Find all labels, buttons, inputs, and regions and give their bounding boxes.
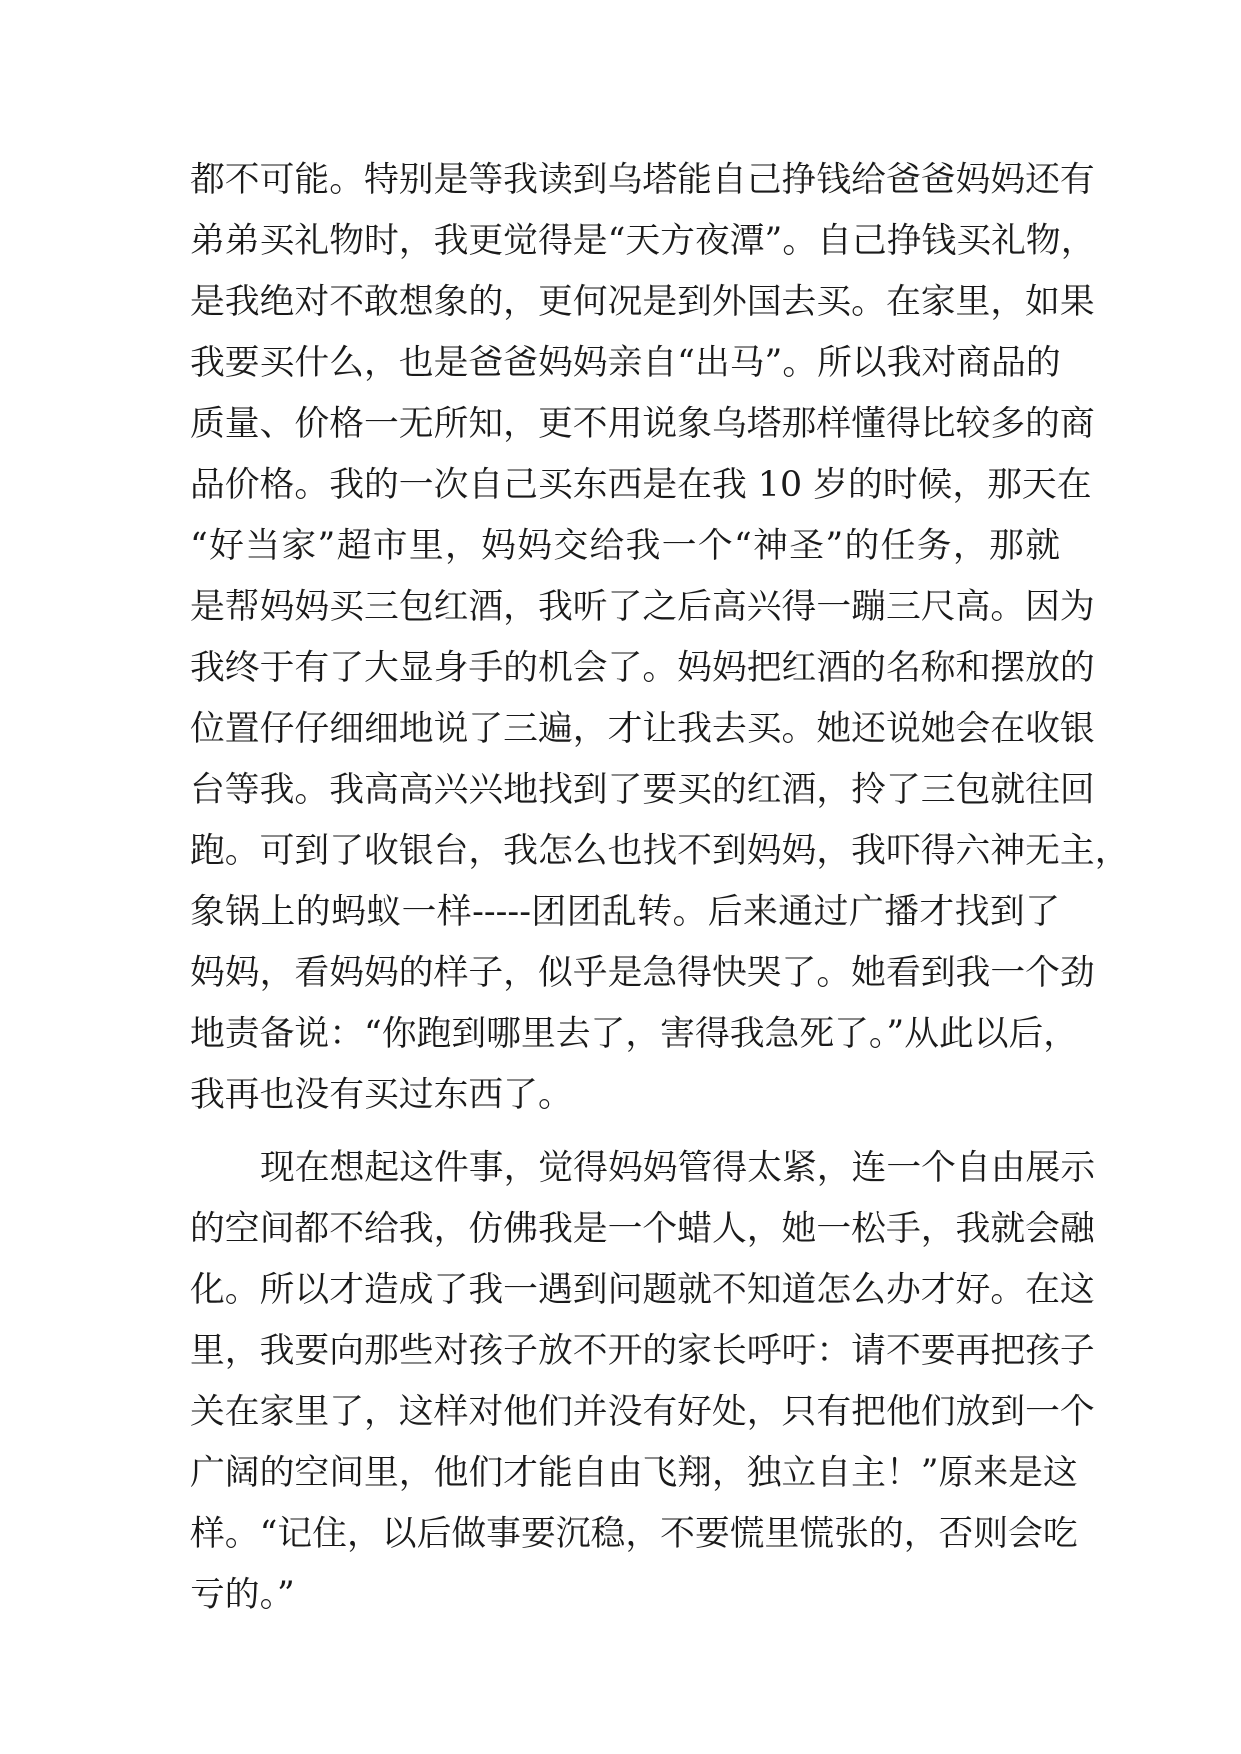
text-line: 广阔的空间里，他们才能自由飞翔，独立自主！”原来是这 [190, 1453, 1078, 1493]
text-line: 象锅上的蚂蚁一样-----团团乱转。后来通过广播才找到了 [190, 892, 1060, 932]
text-line: 的空间都不给我，仿佛我是一个蜡人，她一松手，我就会融 [190, 1209, 1095, 1249]
text-line: 是我绝对不敢想象的，更何况是到外国去买。在家里，如果 [190, 282, 1095, 322]
text-line: 现在想起这件事，觉得妈妈管得太紧，连一个自由展示 [260, 1148, 1096, 1188]
text-line: 位置仔仔细细地说了三遍，才让我去买。她还说她会在收银 [190, 709, 1095, 749]
text-line: 品价格。我的一次自己买东西是在我 10 岁的时候，那天在 [190, 465, 1092, 505]
text-line: 都不可能。特别是等我读到乌塔能自己挣钱给爸爸妈妈还有 [190, 160, 1095, 200]
text-line: 我要买什么，也是爸爸妈妈亲自“出马”。所以我对商品的 [190, 343, 1061, 383]
text-line: 关在家里了，这样对他们并没有好处，只有把他们放到一个 [190, 1392, 1095, 1432]
text-line: 样。“记住，以后做事要沉稳，不要慌里慌张的，否则会吃 [190, 1514, 1078, 1554]
paragraph-1 [190, 150, 1130, 1126]
text-line: 妈妈，看妈妈的样子，似乎是急得快哭了。她看到我一个劲 [190, 953, 1095, 993]
text-line: 里，我要向那些对孩子放不开的家长呼吁：请不要再把孩子 [190, 1331, 1095, 1371]
document-body [190, 150, 1130, 1626]
text-line: 化。所以才造成了我一遇到问题就不知道怎么办才好。在这 [190, 1270, 1095, 1310]
paragraph-gap [190, 1126, 1060, 1138]
paragraph-2 [190, 1138, 1096, 1626]
text-line: “好当家”超市里，妈妈交给我一个“神圣”的任务，那就 [190, 526, 1060, 566]
text-line: 台等我。我高高兴兴地找到了要买的红酒，拎了三包就往回 [190, 770, 1095, 810]
text-line: 我终于有了大显身手的机会了。妈妈把红酒的名称和摆放的 [190, 648, 1095, 688]
text-line: 地责备说：“你跑到哪里去了，害得我急死了。”从此以后， [190, 1014, 1079, 1054]
text-line: 我再也没有买过东西了。 [190, 1075, 573, 1115]
text-line: 质量、价格一无所知，更不用说象乌塔那样懂得比较多的商 [190, 404, 1095, 444]
text-line: 亏的。” [190, 1575, 295, 1615]
text-line: 弟弟买礼物时，我更觉得是“天方夜潭”。自己挣钱买礼物， [190, 221, 1096, 261]
text-line: 是帮妈妈买三包红酒，我听了之后高兴得一蹦三尺高。因为 [190, 587, 1095, 627]
text-line: 跑。可到了收银台，我怎么也找不到妈妈，我吓得六神无主， [190, 831, 1130, 871]
